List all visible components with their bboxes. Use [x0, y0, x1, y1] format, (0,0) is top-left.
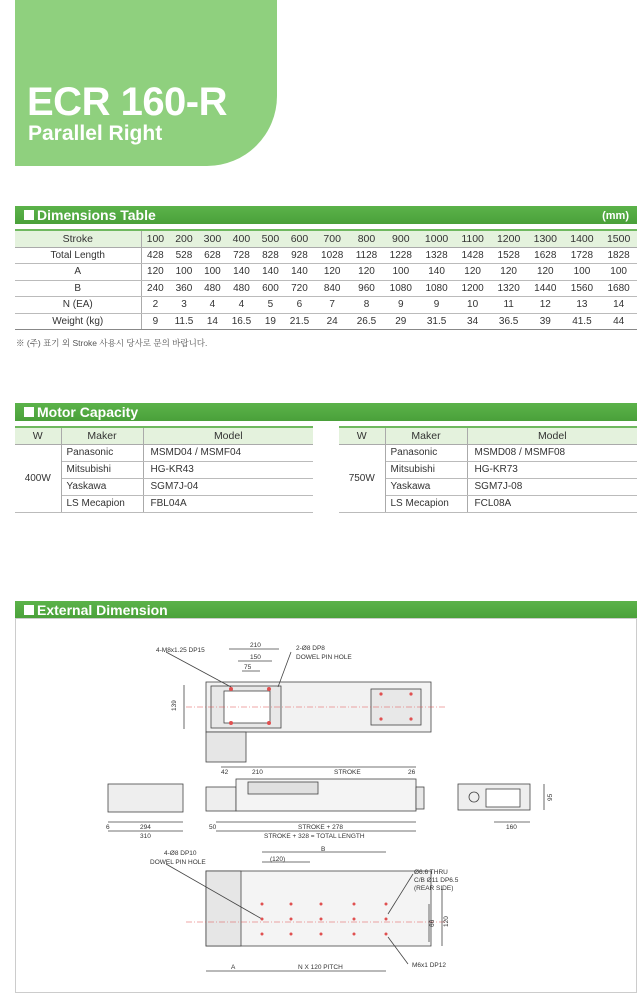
row-label: Total Length — [15, 247, 141, 264]
model-header: Model — [467, 427, 637, 444]
dim-75: 75 — [244, 664, 252, 671]
maker-cell: LS Mecapion — [385, 495, 467, 512]
maker-cell: Panasonic — [385, 444, 467, 461]
model-cell: MSMD08 / MSMF08 — [467, 444, 637, 461]
row-label: B — [15, 280, 141, 297]
external-dimension-drawing — [15, 618, 637, 993]
dimensions-note: ※ (주) 표기 외 Stroke 사용시 당사로 문의 바랍니다. — [16, 338, 208, 348]
table-cell: 1328 — [418, 247, 455, 264]
table-cell: 628 — [199, 247, 227, 264]
table-cell: 1628 — [527, 247, 564, 264]
dim-6: 6 — [106, 824, 110, 831]
table-cell: 1128 — [350, 247, 384, 264]
table-cell: 140 — [257, 264, 285, 281]
table-row — [15, 264, 637, 281]
model-cell: FCL08A — [467, 495, 637, 512]
stroke-col: 1100 — [455, 230, 490, 247]
table-cell: 120 — [490, 264, 527, 281]
technical-drawing — [16, 619, 636, 992]
square-bullet-icon — [24, 605, 34, 615]
dowel-bottom-hole-label: DOWEL PIN HOLE — [150, 859, 206, 866]
stroke-col: 1300 — [527, 230, 564, 247]
row-label: Weight (kg) — [15, 313, 141, 330]
dim-139: 139 — [171, 700, 178, 711]
table-row — [15, 280, 637, 297]
dim-160: 160 — [506, 824, 517, 831]
stroke-col: 300 — [199, 230, 227, 247]
table-row — [15, 247, 637, 264]
stroke-col: 1500 — [600, 230, 637, 247]
stroke-col: 200 — [169, 230, 198, 247]
table-cell: 10 — [455, 297, 490, 314]
table-cell: 360 — [169, 280, 198, 297]
table-cell: 9 — [383, 297, 418, 314]
table-cell: 480 — [199, 280, 227, 297]
table-cell: 1080 — [383, 280, 418, 297]
dim-50: 50 — [209, 824, 217, 831]
table-cell: 1728 — [564, 247, 601, 264]
table-cell: 1428 — [455, 247, 490, 264]
table-cell: 840 — [315, 280, 350, 297]
maker-header: Maker — [61, 427, 143, 444]
table-cell: 240 — [141, 280, 169, 297]
table-cell: 528 — [169, 247, 198, 264]
table-cell: 39 — [527, 313, 564, 330]
dim-210b: 210 — [252, 769, 263, 776]
table-cell: 928 — [284, 247, 315, 264]
motor-table-left — [15, 426, 313, 513]
table-cell: 5 — [257, 297, 285, 314]
dim-120: 120 — [443, 916, 450, 927]
table-cell: 1680 — [600, 280, 637, 297]
row-label: A — [15, 264, 141, 281]
table-cell: 140 — [284, 264, 315, 281]
table-cell: 16.5 — [226, 313, 257, 330]
table-row — [15, 297, 637, 314]
maker-cell: Yaskawa — [61, 478, 143, 495]
model-header: Model — [143, 427, 313, 444]
maker-cell: Panasonic — [61, 444, 143, 461]
table-cell: 2 — [141, 297, 169, 314]
table-cell: 34 — [455, 313, 490, 330]
table-cell: 100 — [383, 264, 418, 281]
page-title: ECR 160-R — [27, 80, 228, 124]
dowel-label: 2-Ø8 DP8 — [296, 645, 325, 652]
table-cell: 11.5 — [169, 313, 198, 330]
table-row — [339, 444, 637, 461]
table-cell: 19 — [257, 313, 285, 330]
table-cell: 4 — [226, 297, 257, 314]
table-cell: 1528 — [490, 247, 527, 264]
motor-section-title: Motor Capacity — [37, 404, 139, 420]
table-cell: 120 — [527, 264, 564, 281]
model-cell: MSMD04 / MSMF04 — [143, 444, 313, 461]
table-cell: 1028 — [315, 247, 350, 264]
table-cell: 36.5 — [490, 313, 527, 330]
stroke-col: 1400 — [564, 230, 601, 247]
square-bullet-icon — [24, 407, 34, 417]
dim-42: 42 — [221, 769, 229, 776]
table-cell: 120 — [141, 264, 169, 281]
rear-side-label: (REAR SIDE) — [414, 885, 454, 892]
motor-section-bar — [15, 403, 637, 421]
dimensions-section-bar — [15, 206, 637, 224]
m6-label: M6x1 DP12 — [412, 962, 446, 969]
stroke-col: 800 — [350, 230, 384, 247]
dim-total-length: STROKE + 328 = TOTAL LENGTH — [264, 833, 365, 840]
model-cell: SGM7J-04 — [143, 478, 313, 495]
table-cell: 1828 — [600, 247, 637, 264]
table-cell: 428 — [141, 247, 169, 264]
tap-label: 4-M8x1.25 DP15 — [156, 647, 205, 654]
table-cell: 1200 — [455, 280, 490, 297]
table-cell: 8 — [350, 297, 384, 314]
square-bullet-icon — [24, 210, 34, 220]
dowel-hole-label: DOWEL PIN HOLE — [296, 654, 352, 661]
model-cell: HG-KR43 — [143, 461, 313, 478]
stroke-col: 100 — [141, 230, 169, 247]
table-cell: 6 — [284, 297, 315, 314]
side-view-motor — [108, 784, 183, 812]
table-row — [15, 444, 313, 461]
table-cell: 1440 — [527, 280, 564, 297]
dowel-bottom-label: 4-Ø8 DP10 — [164, 850, 197, 857]
cb-label: C/B Ø11 DP6.5 — [414, 877, 459, 884]
table-cell: 728 — [226, 247, 257, 264]
table-cell: 1080 — [418, 280, 455, 297]
table-cell: 828 — [257, 247, 285, 264]
model-cell: SGM7J-08 — [467, 478, 637, 495]
stroke-col: 700 — [315, 230, 350, 247]
external-section-title: External Dimension — [37, 602, 168, 618]
table-cell: 3 — [169, 297, 198, 314]
table-cell: 100 — [600, 264, 637, 281]
motor-header-row — [339, 427, 637, 444]
table-cell: 140 — [418, 264, 455, 281]
table-cell: 7 — [315, 297, 350, 314]
table-cell: 14 — [199, 313, 227, 330]
dimensions-unit: (mm) — [602, 210, 629, 222]
table-cell: 24 — [315, 313, 350, 330]
row-label: N (EA) — [15, 297, 141, 314]
motor-header-row — [15, 427, 313, 444]
table-cell: 21.5 — [284, 313, 315, 330]
table-cell: 14 — [600, 297, 637, 314]
table-cell: 44 — [600, 313, 637, 330]
watt-cell: 400W — [15, 444, 61, 512]
table-cell: 29 — [383, 313, 418, 330]
table-cell: 100 — [199, 264, 227, 281]
stroke-col: 500 — [257, 230, 285, 247]
maker-header: Maker — [385, 427, 467, 444]
dim-B: B — [321, 846, 326, 853]
dim-294: 294 — [140, 824, 151, 831]
table-cell: 960 — [350, 280, 384, 297]
dim-120-paren: (120) — [270, 856, 286, 863]
table-cell: 100 — [169, 264, 198, 281]
table-cell: 600 — [257, 280, 285, 297]
table-row — [15, 313, 637, 330]
stroke-col: 900 — [383, 230, 418, 247]
table-cell: 1320 — [490, 280, 527, 297]
table-cell: 26.5 — [350, 313, 384, 330]
table-cell: 140 — [226, 264, 257, 281]
model-cell: FBL04A — [143, 495, 313, 512]
w-header: W — [339, 427, 385, 444]
stroke-header: Stroke — [15, 230, 141, 247]
model-cell: HG-KR73 — [467, 461, 637, 478]
dim-stroke: STROKE — [334, 769, 361, 776]
table-cell: 120 — [350, 264, 384, 281]
table-cell: 12 — [527, 297, 564, 314]
stroke-col: 1200 — [490, 230, 527, 247]
w-header: W — [15, 427, 61, 444]
table-cell: 480 — [226, 280, 257, 297]
external-section-bar — [15, 601, 637, 619]
watt-cell: 750W — [339, 444, 385, 512]
stroke-col: 1000 — [418, 230, 455, 247]
page-subtitle: Parallel Right — [28, 122, 163, 145]
table-cell: 9 — [141, 313, 169, 330]
table-cell: 13 — [564, 297, 601, 314]
table-cell: 120 — [455, 264, 490, 281]
maker-cell: Yaskawa — [385, 478, 467, 495]
dim-66: 66 — [429, 919, 436, 927]
dim-stroke-278: STROKE + 278 — [298, 824, 343, 831]
dim-150: 150 — [250, 654, 261, 661]
table-cell: 720 — [284, 280, 315, 297]
dim-A: A — [231, 964, 236, 971]
dimensions-table — [15, 229, 637, 330]
thru-label: Ø6.6 THRU — [414, 869, 448, 876]
stroke-col: 400 — [226, 230, 257, 247]
table-cell: 100 — [564, 264, 601, 281]
table-cell: 41.5 — [564, 313, 601, 330]
dim-95: 95 — [547, 793, 554, 801]
dim-210: 210 — [250, 642, 261, 649]
table-cell: 4 — [199, 297, 227, 314]
dim-pitch: N X 120 PITCH — [298, 964, 343, 971]
table-cell: 1560 — [564, 280, 601, 297]
maker-cell: LS Mecapion — [61, 495, 143, 512]
table-cell: 120 — [315, 264, 350, 281]
table-cell: 31.5 — [418, 313, 455, 330]
dim-26: 26 — [408, 769, 416, 776]
dimensions-section-title: Dimensions Table — [37, 207, 156, 223]
table-cell: 1228 — [383, 247, 418, 264]
table-cell: 11 — [490, 297, 527, 314]
dimensions-table-body — [15, 247, 637, 330]
dim-310: 310 — [140, 833, 151, 840]
dimensions-header-row — [15, 230, 637, 247]
stroke-col: 600 — [284, 230, 315, 247]
maker-cell: Mitsubishi — [385, 461, 467, 478]
maker-cell: Mitsubishi — [61, 461, 143, 478]
table-cell: 9 — [418, 297, 455, 314]
top-view-motor — [206, 732, 246, 762]
motor-table-right — [339, 426, 637, 513]
